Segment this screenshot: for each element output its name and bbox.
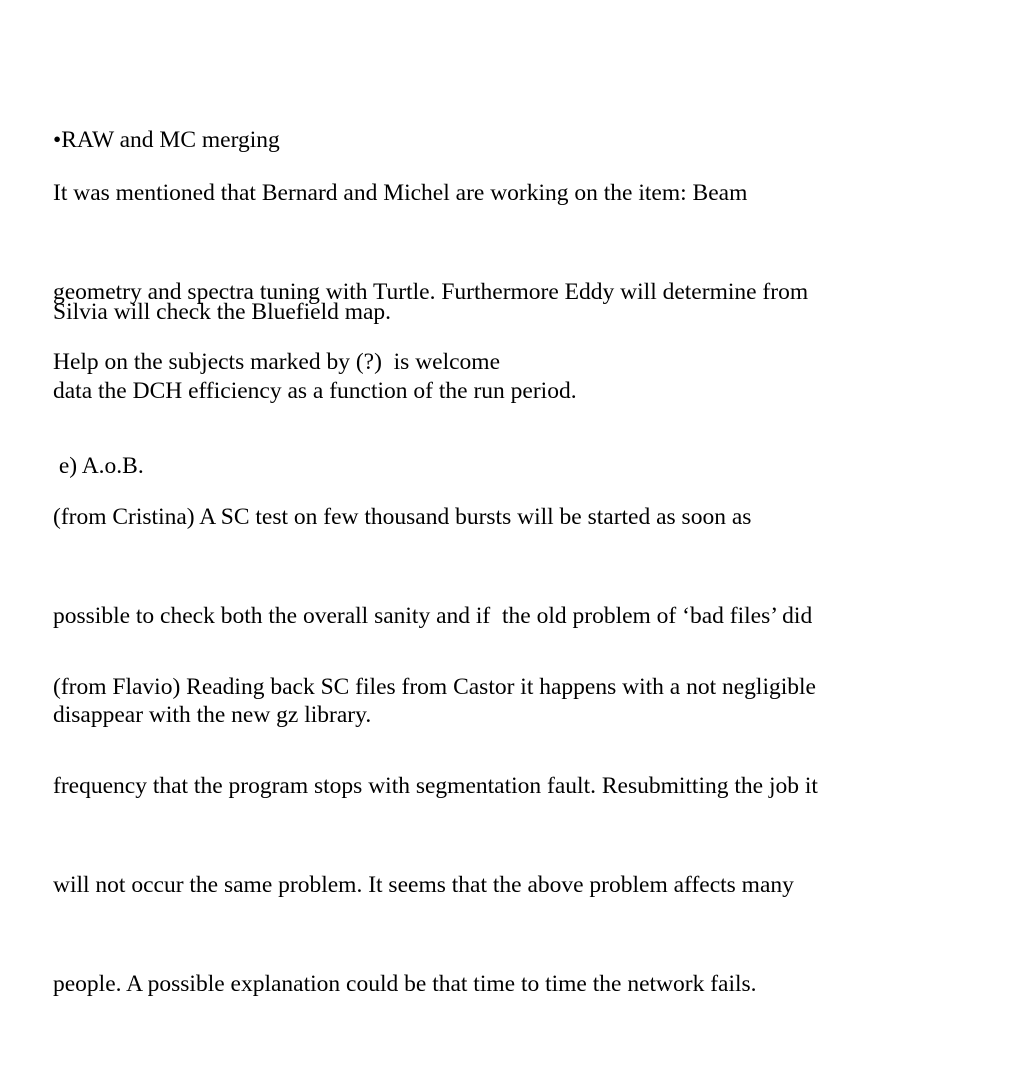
heading-text: •RAW and MC merging xyxy=(53,127,280,153)
paragraph-line: frequency that the program stops with segmentation fault. Resubmitting the job it xyxy=(53,773,818,799)
paragraph-line: data the DCH efficiency as a function of the run period. xyxy=(53,378,577,404)
paragraph-line: Help on the subjects marked by (?) is welcome xyxy=(53,349,501,375)
paragraph-line: people. A possible explanation could be that time to time the network fails. xyxy=(53,971,757,997)
paragraph-line: (from Flavio) Reading back SC files from Castor it happens with a not negligible xyxy=(53,674,816,700)
paragraph-line: Silvia will check the Bluefield map. xyxy=(53,299,392,325)
paragraph-line: will not occur the same problem. It seems that the above problem affects many xyxy=(53,872,794,898)
paragraph-line: (from Cristina) A SC test on few thousand bursts will be started as soon as xyxy=(53,504,752,530)
heading-text: e) A.o.B. xyxy=(53,453,144,479)
paragraph-line: It was mentioned that Bernard and Michel are working on the item: Beam xyxy=(53,180,748,206)
paragraph-line: possible to check both the overall sanity and if the old problem of ‘bad files’ did xyxy=(53,603,813,629)
paragraph-flavio xyxy=(53,605,993,1067)
paragraph-line: geometry and spectra tuning with Turtle. Furthermore Eddy will determine from xyxy=(53,279,809,305)
paragraph-line: disappear with the new gz library. xyxy=(53,702,372,728)
